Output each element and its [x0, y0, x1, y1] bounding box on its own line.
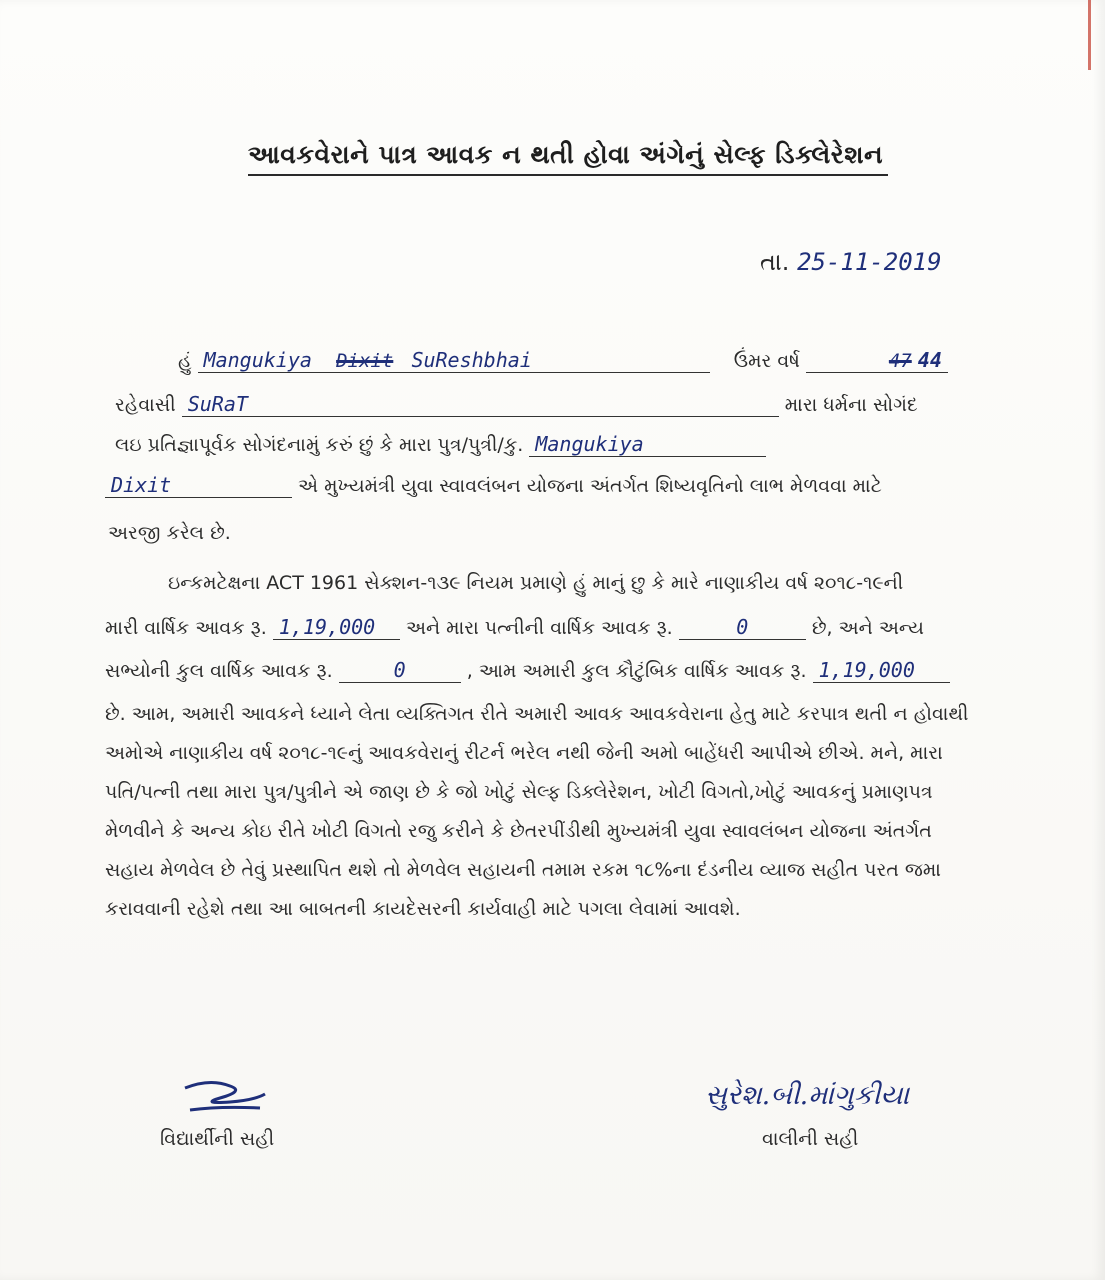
child-surname-field [529, 432, 766, 457]
total-income-value: 1,19,000 [818, 658, 915, 682]
application-line: અરજી કરેલ છે. [108, 522, 231, 544]
declarant-name-field [198, 348, 710, 373]
age-label: ઉંમર વર્ષ [733, 350, 800, 372]
declarant-surname: Mangukiya [203, 348, 312, 372]
residence-line [115, 392, 918, 417]
declarant-prefix: હું [178, 350, 192, 372]
declarant-father-name: SuReshbhai [411, 348, 532, 372]
spouse-income-label: અને મારા પત્નીની વાર્ષિક આવક રૂ. [405, 617, 673, 639]
others-intro-text: છે, અને અન્ય [811, 617, 924, 639]
residence-label: રહેવાસી [115, 394, 176, 416]
others-income-field [339, 658, 461, 683]
total-income-field [813, 658, 950, 683]
oath-text: મારા ધર્મના સોગંદ [784, 394, 918, 416]
residence-field [182, 392, 779, 417]
others-income-label: સભ્યોની કુલ વાર્ષિક આવક રૂ. [105, 660, 333, 682]
declaration-body: છે. આમ, અમારી આવકને ધ્યાને લેતા વ્યક્તિગત રીતે અમારી આવક આવકવેરાના હેતુ માટે કરપાત્ર થતી ન હોવાથી અમોએ નાણાકીય વર્ષ ૨૦૧૮-૧૯નું આવકવેરાનું રીટર્ન ભરેલ નથી જેની અમો બાહેંધરી આપીએ છીએ. મને, મારા પતિ/પત્ની તથા મારા પુત્ર/પુત્રીને એ જાણ છે કે જો ખોટું સેલ્ફ ડિક્લેરેશન, ખોટી વિગતો,ખોટું આવકનું પ્રમાણપત્ર મેળવીને કે અન્ય કોઇ રીતે ખોટી વિગતો રજુ કરીને કે છેતરપીંડીથી મુખ્યમંત્રી યુવા સ્વાવલંબન યોજના અંતર્ગત સહાય મેળવેલ છે તેવું પ્રસ્થાપિત થશે તો મેળવેલ સહાયની તમામ રકમ ૧૮%ના દંડનીય વ્યાજ સહીત પરત જમા કરાવવાની રહેશે તથા આ બાબતની કાયદેસરની કાર્યવાહી માટે પગલા લેવામાં આવશે. [105, 703, 969, 920]
oath-statement: લઇ પ્રતિજ્ઞાપૂર્વક સોગંદનામું કરું છું કે મારા પુત્ર/પુત્રી/કુ. [115, 434, 524, 456]
child-name-field [105, 473, 292, 498]
child-name: Dixit [111, 473, 172, 497]
self-income-value: 1,19,000 [278, 615, 376, 639]
scheme-text: એ મુખ્યમંત્રી યુવા સ્વાવલંબન યોજના અંતર્ગત શિષ્યવૃતિનો લાભ મેળવવા માટે [298, 475, 882, 497]
age-field [806, 348, 948, 373]
residence-value: SuRaT [187, 392, 248, 416]
scheme-line [105, 473, 882, 498]
date-value: 25-11-2019 [797, 248, 942, 276]
total-income-label: , આમ અમારી કુલ કૌટુંબિક વાર્ષિક આવક રૂ. [466, 660, 807, 682]
income-line-3 [105, 658, 950, 683]
self-income-label: મારી વાર્ષિક આવક રૂ. [105, 617, 267, 639]
struck-name: Dixit [336, 350, 394, 372]
declarant-name-line [178, 348, 948, 373]
guardian-signature: સુરેશ.બી.માંગુકીયા [705, 1080, 910, 1111]
page-title: આવકવેરાને પાત્ર આવક ન થતી હોવા અંગેનું સેલ્ફ ડિક્લેરેશન [248, 140, 888, 176]
age-struck: 47 [888, 350, 912, 372]
paper-edge-mark [1088, 0, 1091, 70]
date-prefix: તા. [760, 248, 790, 276]
guardian-signature-label: વાલીની સહી [762, 1128, 859, 1150]
child-surname: Mangukiya [535, 432, 644, 456]
date-line [760, 248, 942, 276]
child-line [115, 432, 766, 457]
student-signature-label: વિદ્યાર્થીની સહી [160, 1128, 275, 1150]
age-value: 44 [917, 348, 942, 372]
self-income-field [273, 615, 400, 640]
spouse-income-value: 0 [736, 615, 749, 639]
spouse-income-field [679, 615, 806, 640]
income-line-1: ઇન્કમટેક્ષના ACT 1961 સેક્શન-૧૩૯ નિયમ પ્રમાણે હું માનું છુ કે મારે નાણાકીય વર્ષ ૨૦૧૮-૧૯ની [168, 572, 904, 594]
student-signature-mark [180, 1076, 270, 1126]
others-income-value: 0 [393, 658, 406, 682]
income-line-2 [105, 615, 924, 640]
student-signature-scribble [180, 1076, 270, 1116]
